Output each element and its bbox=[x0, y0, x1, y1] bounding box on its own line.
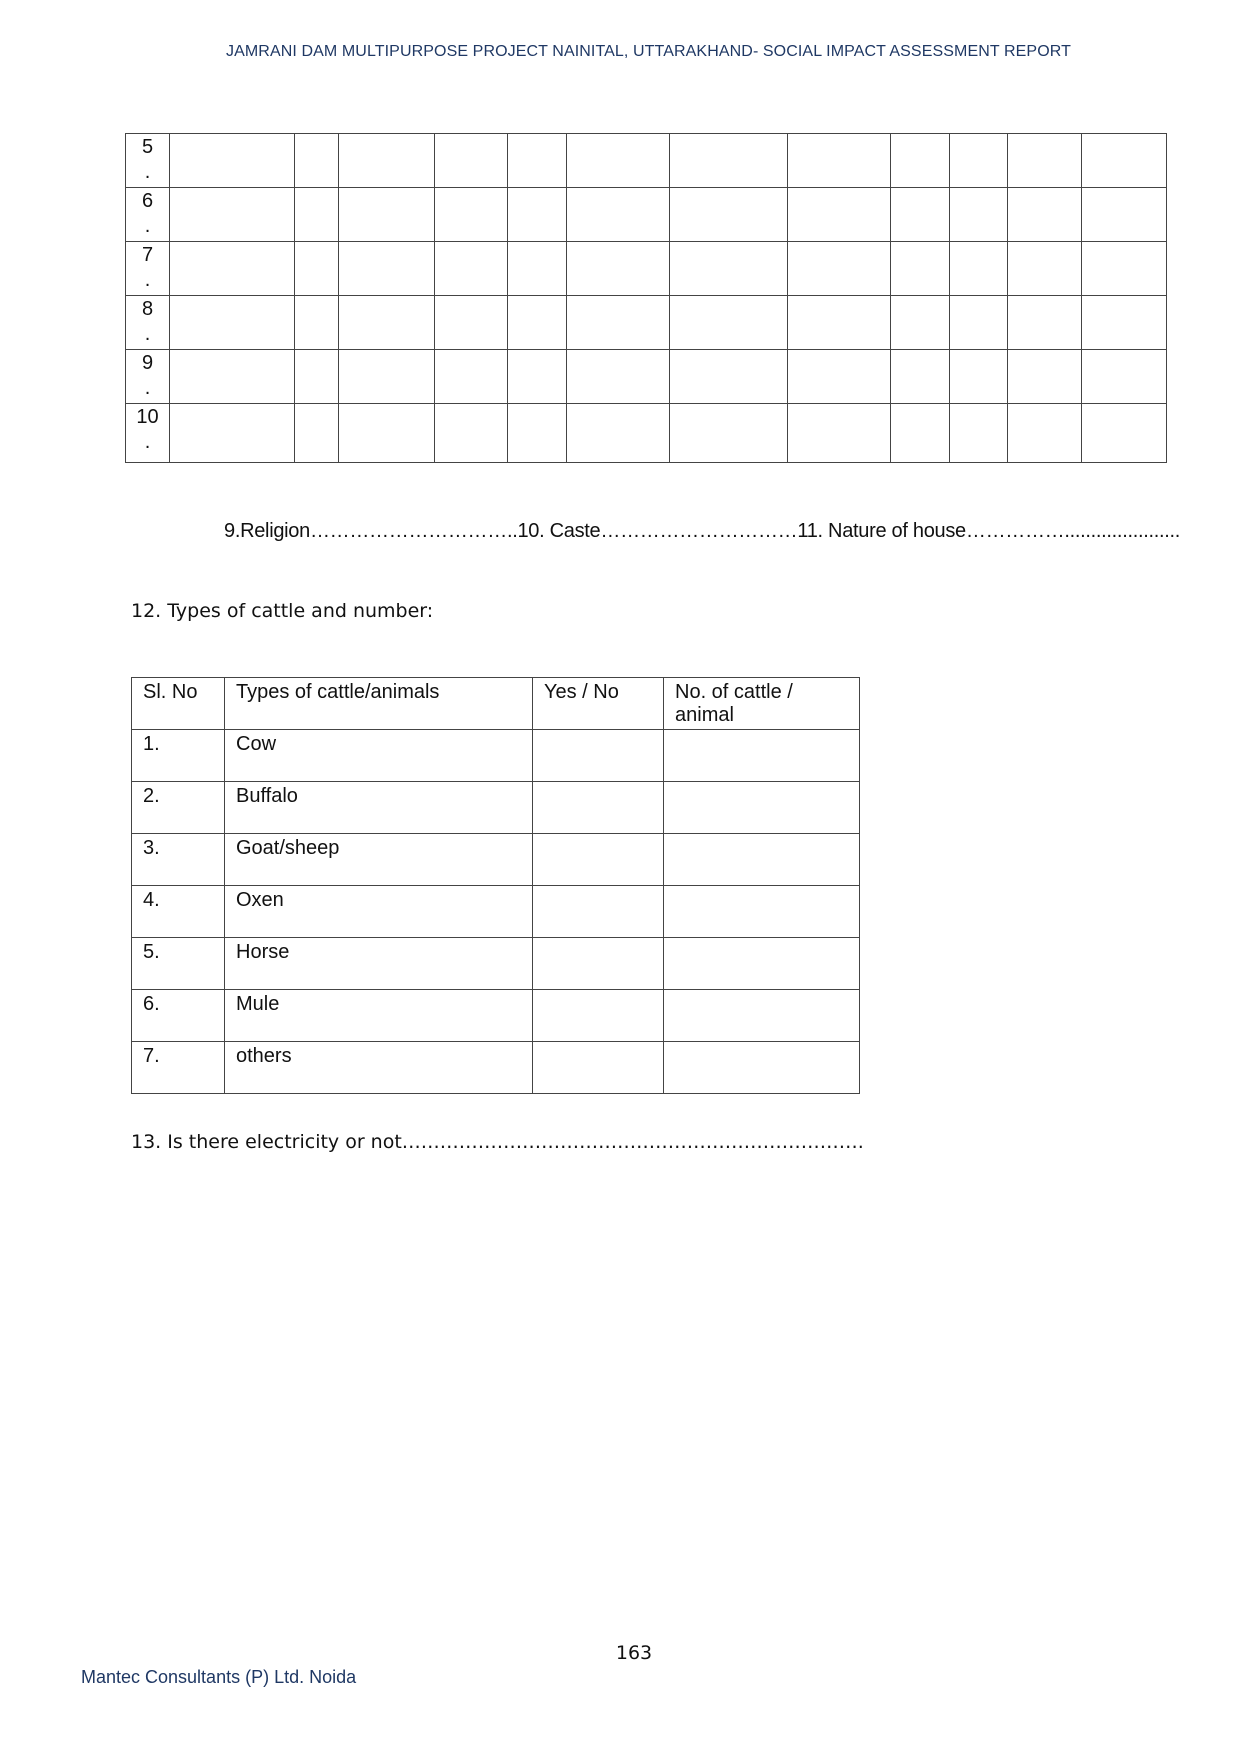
grid-cell[interactable] bbox=[670, 134, 788, 188]
grid-row bbox=[126, 296, 1167, 350]
cattle-table-header-row bbox=[132, 678, 860, 730]
header-count: No. of cattle / animal bbox=[664, 678, 860, 730]
grid-cell[interactable] bbox=[1082, 296, 1167, 350]
cattle-row bbox=[132, 886, 860, 938]
cattle-count-cell[interactable] bbox=[664, 782, 860, 834]
header-type: Types of cattle/animals bbox=[225, 678, 533, 730]
cattle-table bbox=[131, 677, 860, 1094]
grid-cell[interactable] bbox=[170, 350, 295, 404]
grid-cell[interactable] bbox=[435, 350, 508, 404]
grid-cell[interactable] bbox=[567, 296, 670, 350]
grid-cell[interactable] bbox=[567, 404, 670, 463]
cattle-type-cell: Oxen bbox=[225, 886, 533, 938]
grid-cell[interactable] bbox=[670, 296, 788, 350]
yes-no-cell[interactable] bbox=[533, 938, 664, 990]
row-number bbox=[126, 188, 170, 242]
grid-cell[interactable] bbox=[670, 404, 788, 463]
grid-cell[interactable] bbox=[891, 296, 950, 350]
row-number-value: 6 bbox=[141, 190, 154, 212]
grid-cell[interactable] bbox=[170, 134, 295, 188]
grid-cell[interactable] bbox=[295, 134, 339, 188]
grid-cell[interactable] bbox=[339, 296, 435, 350]
row-number-dot: . bbox=[144, 215, 151, 237]
cattle-row bbox=[132, 834, 860, 886]
grid-cell[interactable] bbox=[950, 404, 1008, 463]
grid-cell[interactable] bbox=[1008, 404, 1082, 463]
sl-no-cell: 7. bbox=[132, 1042, 225, 1094]
row-number-value: 7 bbox=[141, 244, 154, 266]
row-number-dot: . bbox=[144, 269, 151, 291]
header-yes-no: Yes / No bbox=[533, 678, 664, 730]
header-sl-no: Sl. No bbox=[132, 678, 225, 730]
sl-no-cell: 4. bbox=[132, 886, 225, 938]
row-number-dot: . bbox=[144, 161, 151, 183]
cattle-type-cell: Cow bbox=[225, 730, 533, 782]
row-number bbox=[126, 350, 170, 404]
grid-cell[interactable] bbox=[508, 350, 567, 404]
grid-cell[interactable] bbox=[339, 242, 435, 296]
grid-cell[interactable] bbox=[1082, 134, 1167, 188]
grid-cell[interactable] bbox=[891, 134, 950, 188]
row-number-dot: . bbox=[144, 377, 151, 399]
grid-cell[interactable] bbox=[1082, 188, 1167, 242]
grid-cell[interactable] bbox=[950, 242, 1008, 296]
yes-no-cell[interactable] bbox=[533, 1042, 664, 1094]
cattle-type-cell: Horse bbox=[225, 938, 533, 990]
yes-no-cell[interactable] bbox=[533, 782, 664, 834]
grid-cell[interactable] bbox=[567, 242, 670, 296]
grid-cell[interactable] bbox=[788, 296, 891, 350]
grid-cell[interactable] bbox=[567, 350, 670, 404]
grid-row bbox=[126, 188, 1167, 242]
cattle-count-cell[interactable] bbox=[664, 730, 860, 782]
grid-row bbox=[126, 350, 1167, 404]
grid-cell[interactable] bbox=[170, 188, 295, 242]
grid-cell[interactable] bbox=[788, 188, 891, 242]
yes-no-cell[interactable] bbox=[533, 834, 664, 886]
grid-cell[interactable] bbox=[891, 242, 950, 296]
grid-cell[interactable] bbox=[295, 188, 339, 242]
grid-cell[interactable] bbox=[950, 134, 1008, 188]
row-number bbox=[126, 404, 170, 463]
yes-no-cell[interactable] bbox=[533, 886, 664, 938]
row-number-value: 5 bbox=[141, 136, 154, 158]
cattle-type-cell: Goat/sheep bbox=[225, 834, 533, 886]
row-number-dot: . bbox=[144, 323, 151, 345]
grid-cell[interactable] bbox=[1008, 350, 1082, 404]
member-details-table bbox=[125, 133, 1167, 463]
grid-cell[interactable] bbox=[295, 242, 339, 296]
grid-row bbox=[126, 404, 1167, 463]
grid-cell[interactable] bbox=[295, 350, 339, 404]
grid-cell[interactable] bbox=[950, 350, 1008, 404]
grid-cell[interactable] bbox=[891, 188, 950, 242]
grid-cell[interactable] bbox=[339, 134, 435, 188]
cattle-row bbox=[132, 730, 860, 782]
cattle-row bbox=[132, 1042, 860, 1094]
grid-cell[interactable] bbox=[1082, 404, 1167, 463]
grid-cell[interactable] bbox=[950, 296, 1008, 350]
yes-no-cell[interactable] bbox=[533, 730, 664, 782]
grid-cell[interactable] bbox=[788, 350, 891, 404]
cattle-row bbox=[132, 990, 860, 1042]
sl-no-cell: 6. bbox=[132, 990, 225, 1042]
grid-cell[interactable] bbox=[339, 350, 435, 404]
grid-cell[interactable] bbox=[339, 404, 435, 463]
religion-field[interactable]: 9.Religion………………………….. bbox=[224, 520, 518, 542]
grid-cell[interactable] bbox=[670, 350, 788, 404]
page-number: 163 bbox=[615, 1642, 653, 1664]
yes-no-cell[interactable] bbox=[533, 990, 664, 1042]
grid-cell[interactable] bbox=[435, 134, 508, 188]
grid-cell[interactable] bbox=[508, 242, 567, 296]
cattle-type-cell: Buffalo bbox=[225, 782, 533, 834]
grid-cell[interactable] bbox=[339, 188, 435, 242]
report-header: JAMRANI DAM MULTIPURPOSE PROJECT NAINITAL, UTTARAKHAND- SOCIAL IMPACT ASSESSMENT REPORT bbox=[226, 43, 1071, 60]
grid-cell[interactable] bbox=[1082, 350, 1167, 404]
grid-cell[interactable] bbox=[788, 404, 891, 463]
electricity-question[interactable]: 13. Is there electricity or not………………………………………………………………. bbox=[131, 1131, 864, 1153]
grid-cell[interactable] bbox=[508, 188, 567, 242]
grid-cell[interactable] bbox=[788, 242, 891, 296]
row-number bbox=[126, 134, 170, 188]
grid-cell[interactable] bbox=[670, 242, 788, 296]
grid-cell[interactable] bbox=[567, 188, 670, 242]
sl-no-cell: 5. bbox=[132, 938, 225, 990]
grid-cell[interactable] bbox=[508, 134, 567, 188]
grid-cell[interactable] bbox=[891, 350, 950, 404]
grid-cell[interactable] bbox=[508, 296, 567, 350]
row-number bbox=[126, 242, 170, 296]
sl-no-cell: 1. bbox=[132, 730, 225, 782]
row-number-value: 9 bbox=[141, 352, 154, 374]
cattle-count-cell[interactable] bbox=[664, 1042, 860, 1094]
row-number-value: 8 bbox=[141, 298, 154, 320]
row-number-value: 10 bbox=[136, 406, 159, 428]
grid-cell[interactable] bbox=[891, 404, 950, 463]
grid-cell[interactable] bbox=[508, 404, 567, 463]
caste-field[interactable]: 10. Caste………………………… bbox=[517, 520, 798, 542]
grid-cell[interactable] bbox=[950, 188, 1008, 242]
cattle-count-cell[interactable] bbox=[664, 990, 860, 1042]
grid-cell[interactable] bbox=[435, 404, 508, 463]
row-number bbox=[126, 296, 170, 350]
grid-cell[interactable] bbox=[1008, 296, 1082, 350]
cattle-count-cell[interactable] bbox=[664, 886, 860, 938]
grid-cell[interactable] bbox=[1008, 134, 1082, 188]
cattle-type-cell: others bbox=[225, 1042, 533, 1094]
row-number-dot: . bbox=[144, 431, 151, 453]
sl-no-cell: 3. bbox=[132, 834, 225, 886]
company-footer: Mantec Consultants (P) Ltd. Noida bbox=[81, 1667, 357, 1687]
grid-cell[interactable] bbox=[435, 242, 508, 296]
grid-cell[interactable] bbox=[788, 134, 891, 188]
grid-cell[interactable] bbox=[567, 134, 670, 188]
grid-cell[interactable] bbox=[435, 188, 508, 242]
grid-cell[interactable] bbox=[170, 242, 295, 296]
religion-caste-house-fields bbox=[224, 520, 1180, 543]
cattle-section-heading: 12. Types of cattle and number: bbox=[131, 600, 434, 622]
grid-row bbox=[126, 134, 1167, 188]
cattle-row bbox=[132, 782, 860, 834]
grid-cell[interactable] bbox=[295, 296, 339, 350]
grid-cell[interactable] bbox=[295, 404, 339, 463]
cattle-row bbox=[132, 938, 860, 990]
grid-cell[interactable] bbox=[1082, 242, 1167, 296]
grid-cell[interactable] bbox=[1008, 242, 1082, 296]
grid-cell[interactable] bbox=[670, 188, 788, 242]
grid-cell[interactable] bbox=[170, 404, 295, 463]
grid-row bbox=[126, 242, 1167, 296]
grid-cell[interactable] bbox=[435, 296, 508, 350]
cattle-type-cell: Mule bbox=[225, 990, 533, 1042]
cattle-count-cell[interactable] bbox=[664, 834, 860, 886]
grid-cell[interactable] bbox=[1008, 188, 1082, 242]
nature-of-house-field[interactable]: 11. Nature of house……………...................... bbox=[797, 520, 1181, 542]
sl-no-cell: 2. bbox=[132, 782, 225, 834]
grid-cell[interactable] bbox=[170, 296, 295, 350]
cattle-count-cell[interactable] bbox=[664, 938, 860, 990]
